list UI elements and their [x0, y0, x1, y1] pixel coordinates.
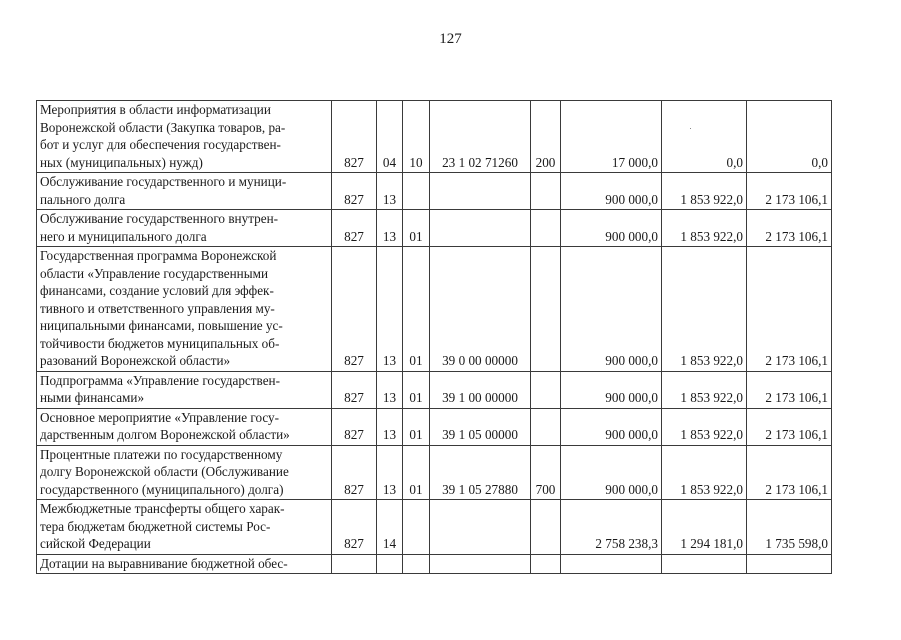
item-name-line: ных (муниципальных) нужд) [40, 154, 203, 170]
subsection-code-cell [403, 500, 430, 555]
item-name-line: Основное мероприятие «Управление госу- [40, 409, 280, 425]
ministry-code-cell: 827 [332, 210, 377, 247]
item-name-cell [37, 371, 332, 408]
expense-type-cell [531, 408, 561, 445]
subsection-code-cell [403, 554, 430, 574]
item-name-cell [37, 408, 332, 445]
table-row [37, 445, 832, 500]
item-name-line: государственного (муниципального) долга) [40, 481, 284, 497]
target-article-cell [430, 210, 531, 247]
section-code-cell: 14 [377, 500, 403, 555]
item-name-line: бот и услуг для обеспечения государствен- [40, 137, 281, 152]
item-name-line: Мероприятия в области информатизации [40, 102, 271, 117]
section-code-cell: 13 [377, 371, 403, 408]
ministry-code-cell: 827 [332, 101, 377, 173]
expense-type-cell [531, 210, 561, 247]
subsection-code-cell: 01 [403, 247, 430, 372]
item-name-line: Процентные платежи по государственному [40, 446, 283, 462]
item-name-line: области «Управление государственными [40, 265, 269, 281]
section-code-cell [377, 554, 403, 574]
amount-year3-cell: 1 735 598,0 [747, 500, 832, 555]
item-name-cell [37, 554, 332, 574]
amount-year1-cell: 900 000,0 [561, 408, 662, 445]
target-article-cell [430, 500, 531, 555]
expense-type-cell [531, 173, 561, 210]
section-code-cell: 13 [377, 247, 403, 372]
target-article-cell: 23 1 02 71260 [430, 101, 531, 173]
expense-type-cell [531, 500, 561, 555]
item-name-line: Воронежской области (Закупка товаров, ра- [40, 119, 286, 135]
target-article-cell: 39 1 05 00000 [430, 408, 531, 445]
subsection-code-cell [403, 173, 430, 210]
table-row [37, 210, 832, 247]
table-row [37, 500, 832, 555]
item-name-line: Обслуживание государственного внутрен- [40, 211, 279, 226]
expense-type-cell [531, 371, 561, 408]
table-body [37, 101, 832, 574]
table-row [37, 247, 832, 372]
amount-year2-cell: 0,0 [662, 101, 747, 173]
item-name-line: Государственная программа Воронежской [40, 248, 277, 263]
budget-table [36, 100, 832, 574]
amount-year1-cell: 900 000,0 [561, 210, 662, 247]
ministry-code-cell: 827 [332, 371, 377, 408]
amount-year2-cell: 1 853 922,0 [662, 173, 747, 210]
item-name-cell [37, 210, 332, 247]
table-row [37, 371, 832, 408]
ministry-code-cell: 827 [332, 445, 377, 500]
expense-type-cell: 200 [531, 101, 561, 173]
amount-year1-cell: 900 000,0 [561, 247, 662, 372]
amount-year3-cell: 0,0 [747, 101, 832, 173]
subsection-code-cell: 01 [403, 371, 430, 408]
expense-type-cell [531, 247, 561, 372]
amount-year3-cell: 2 173 106,1 [747, 173, 832, 210]
target-article-cell: 39 1 00 00000 [430, 371, 531, 408]
section-code-cell: 13 [377, 173, 403, 210]
section-code-cell: 13 [377, 408, 403, 445]
expense-type-cell [531, 554, 561, 574]
amount-year2-cell: 1 294 181,0 [662, 500, 747, 555]
amount-year1-cell: 900 000,0 [561, 445, 662, 500]
ministry-code-cell: 827 [332, 408, 377, 445]
item-name-cell [37, 445, 332, 500]
item-name-line: дарственным долгом Воронежской области» [40, 427, 290, 442]
amount-year3-cell: 2 173 106,1 [747, 408, 832, 445]
ministry-code-cell: 827 [332, 173, 377, 210]
item-name-line: финансами, создание условий для эффек- [40, 283, 274, 298]
item-name-line: долгу Воронежской области (Обслуживание [40, 464, 289, 479]
target-article-cell [430, 554, 531, 574]
amount-year3-cell [747, 554, 832, 574]
item-name-line: ниципальными финансами, повышение ус- [40, 318, 283, 333]
amount-year2-cell: 1 853 922,0 [662, 210, 747, 247]
ministry-code-cell: 827 [332, 247, 377, 372]
item-name-line: Подпрограмма «Управление государствен- [40, 372, 280, 388]
item-name-cell [37, 500, 332, 555]
amount-year2-cell: 1 853 922,0 [662, 371, 747, 408]
item-name-line: сийской Федерации [40, 536, 151, 551]
amount-year1-cell: 900 000,0 [561, 371, 662, 408]
amount-year3-cell: 2 173 106,1 [747, 445, 832, 500]
item-name-cell [37, 247, 332, 372]
amount-year1-cell: 900 000,0 [561, 173, 662, 210]
item-name-line: него и муниципального долга [40, 228, 207, 244]
item-name-line: разований Воронежской области» [40, 353, 231, 368]
table-row [37, 554, 832, 574]
amount-year3-cell: 2 173 106,1 [747, 210, 832, 247]
subsection-code-cell: 01 [403, 408, 430, 445]
item-name-line: тера бюджетам бюджетной системы Рос- [40, 518, 271, 534]
target-article-cell: 39 1 05 27880 [430, 445, 531, 500]
subsection-code-cell: 10 [403, 101, 430, 173]
section-code-cell: 13 [377, 210, 403, 247]
item-name-line: Обслуживание государственного и муници- [40, 174, 287, 189]
item-name-line: тивного и ответственного управления му- [40, 300, 275, 316]
amount-year1-cell: 17 000,0 [561, 101, 662, 173]
amount-year2-cell: 1 853 922,0 [662, 445, 747, 500]
target-article-cell [430, 173, 531, 210]
section-code-cell: 04 [377, 101, 403, 173]
amount-year3-cell: 2 173 106,1 [747, 371, 832, 408]
item-name-line: тойчивости бюджетов муниципальных об- [40, 335, 280, 351]
expense-type-cell: 700 [531, 445, 561, 500]
item-name-line: Дотации на выравнивание бюджетной обес- [40, 555, 288, 571]
section-code-cell: 13 [377, 445, 403, 500]
target-article-cell: 39 0 00 00000 [430, 247, 531, 372]
item-name-line: ными финансами» [40, 390, 145, 405]
amount-year2-cell: 1 853 922,0 [662, 247, 747, 372]
item-name-cell [37, 101, 332, 173]
table-row [37, 101, 832, 173]
amount-year1-cell [561, 554, 662, 574]
amount-year1-cell: 2 758 238,3 [561, 500, 662, 555]
item-name-cell [37, 173, 332, 210]
ministry-code-cell: 827 [332, 500, 377, 555]
subsection-code-cell: 01 [403, 210, 430, 247]
amount-year2-cell: 1 853 922,0 [662, 408, 747, 445]
table-row [37, 173, 832, 210]
subsection-code-cell: 01 [403, 445, 430, 500]
amount-year2-cell [662, 554, 747, 574]
item-name-line: Межбюджетные трансферты общего харак- [40, 501, 285, 516]
item-name-line: пального долга [40, 191, 126, 207]
ministry-code-cell [332, 554, 377, 574]
amount-year3-cell: 2 173 106,1 [747, 247, 832, 372]
table-row [37, 408, 832, 445]
page-number: 127 [439, 31, 462, 47]
